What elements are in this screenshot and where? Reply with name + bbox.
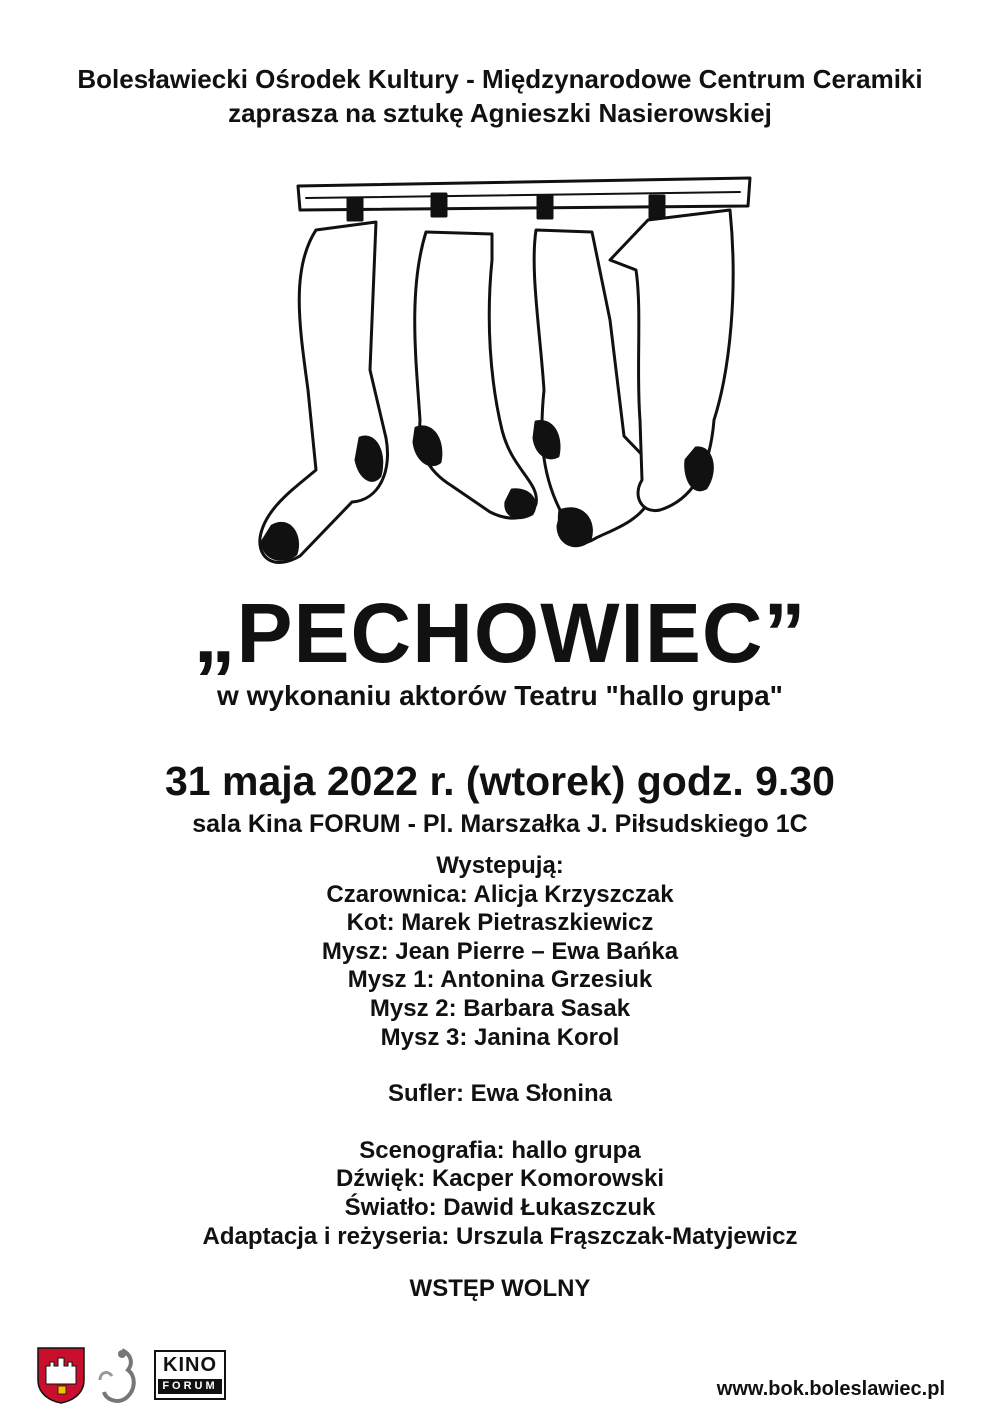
forum-logo-text: FORUM xyxy=(158,1379,222,1394)
crew-line: Scenografia: hallo grupa xyxy=(359,1136,641,1164)
cast-heading: Wystepują: xyxy=(436,852,564,879)
cast-line: Mysz 1: Antonina Grzesiuk xyxy=(347,966,653,994)
performers-line: w wykonaniu aktorów Teatru "hallo grupa" xyxy=(217,680,783,711)
cast-line: Mysz 2: Barbara Sasak xyxy=(369,994,631,1022)
credits-block xyxy=(0,852,1000,1251)
event-venue: sala Kina FORUM - Pl. Marszałka J. Piłsudskiego 1C xyxy=(192,810,808,838)
footer-logos xyxy=(36,1344,236,1404)
admission-note: WSTĘP WOLNY xyxy=(409,1275,591,1302)
organizer-line: Bolesławiecki Ośrodek Kultury - Międzynarodowe Centrum Ceramiki xyxy=(77,64,923,94)
crew-line: Adaptacja i reżyseria: Urszula Frąszczak-Matyjewicz xyxy=(202,1222,798,1250)
hanging-socks-icon xyxy=(240,170,760,590)
cast-line: Czarownica: Alicja Krzyszczak xyxy=(326,880,674,908)
cast-line: Kot: Marek Pietraszkiewicz xyxy=(346,909,654,937)
bok-mcc-logo-icon xyxy=(96,1346,140,1404)
play-title: „PECHOWIEC” xyxy=(193,586,807,680)
website-link[interactable]: www.bok.boleslawiec.pl xyxy=(716,1378,945,1400)
invitation-line: zaprasza na sztukę Agnieszki Nasierowskiej xyxy=(228,98,772,128)
event-date-time: 31 maja 2022 r. (wtorek) godz. 9.30 xyxy=(165,758,835,804)
cast-line: Mysz 3: Janina Korol xyxy=(380,1023,620,1051)
cast-line: Mysz: Jean Pierre – Ewa Bańka xyxy=(321,937,679,965)
header xyxy=(0,62,1000,130)
crew-line: Światło: Dawid Łukaszczuk xyxy=(344,1193,656,1221)
kino-logo-text: KINO xyxy=(163,1354,217,1376)
kino-forum-logo-icon xyxy=(154,1350,226,1400)
crew-line: Dźwięk: Kacper Komorowski xyxy=(335,1165,665,1193)
prompter-line: Sufler: Ewa Słonina xyxy=(387,1080,613,1108)
coat-of-arms-icon xyxy=(36,1346,86,1404)
